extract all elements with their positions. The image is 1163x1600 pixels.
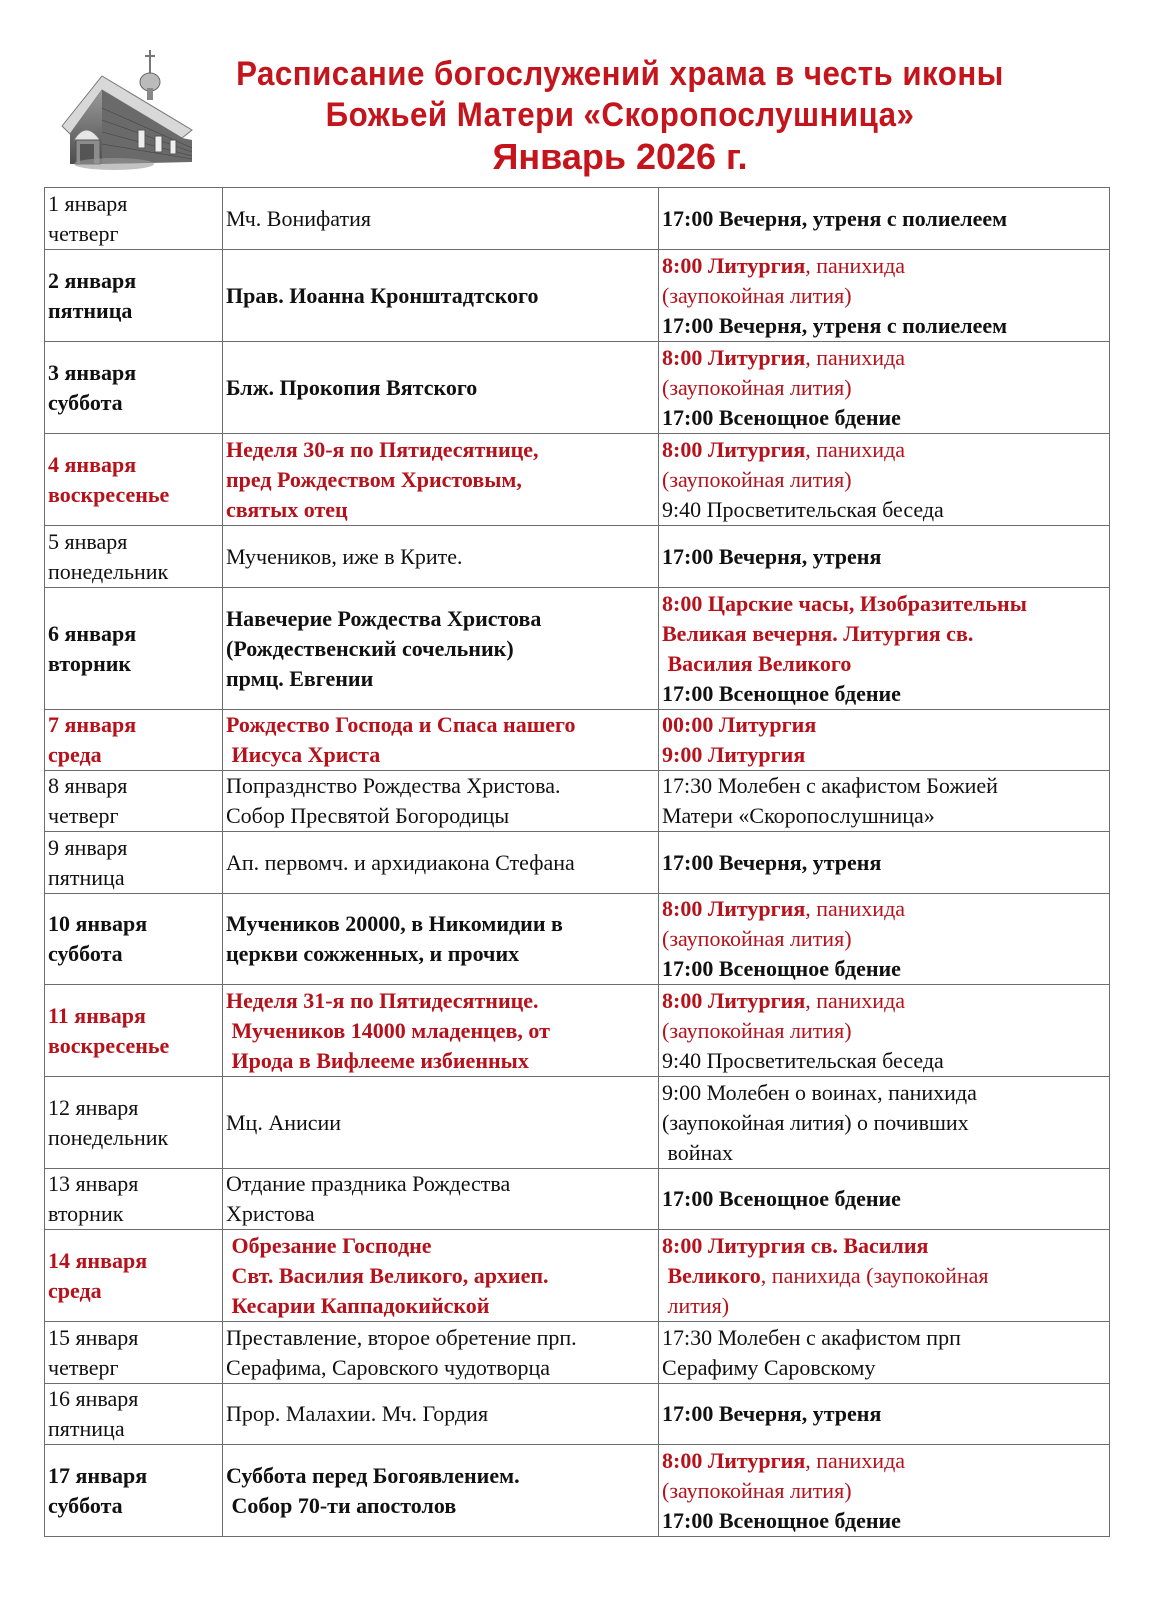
date-label: 13 января <box>48 1171 139 1196</box>
date-label: 14 января <box>48 1247 148 1273</box>
service-line <box>662 1046 1106 1076</box>
date-label: 15 января <box>48 1324 139 1350</box>
service-text: , панихида <box>805 987 906 1013</box>
feast-line: Кесарии Каппадокийской <box>226 1292 490 1318</box>
page-header <box>0 0 1163 187</box>
services-cell <box>659 250 1110 342</box>
service-line <box>662 1476 1106 1506</box>
service-line <box>662 204 1106 234</box>
feast-line: Мучеников 14000 младенцев, от <box>226 1017 550 1043</box>
service-text: , панихида <box>805 1447 906 1473</box>
services-cell <box>659 832 1110 894</box>
weekday-label: пятница <box>48 1416 125 1441</box>
feast-cell <box>223 710 659 771</box>
feast-line: Преставление, второе обретение прп. <box>226 1324 577 1350</box>
weekday-label: суббота <box>48 389 123 415</box>
service-line <box>662 954 1106 984</box>
feast-line: Собор 70-ти апостолов <box>226 1492 457 1518</box>
feast-line: Блж. Прокопия Вятского <box>226 374 478 400</box>
schedule-row <box>45 526 1110 588</box>
service-text: , панихида <box>805 252 906 278</box>
service-line <box>662 710 1106 740</box>
service-text: 17:00 Всенощное бдение <box>662 1507 901 1533</box>
feast-cell <box>223 1384 659 1445</box>
date-label: 11 января <box>48 1002 146 1028</box>
service-text: войнах <box>662 1139 734 1165</box>
weekday-label: суббота <box>48 941 123 966</box>
service-text: 9:40 Просветительская беседа <box>662 1047 944 1073</box>
date-cell <box>45 434 223 526</box>
feast-line: Навечерие Рождества Христова <box>226 605 542 631</box>
date-label: 8 января <box>48 773 128 798</box>
schedule-row <box>45 894 1110 985</box>
service-line <box>662 1323 1106 1353</box>
date-label: 12 января <box>48 1094 139 1120</box>
date-cell <box>45 588 223 710</box>
weekday-label: вторник <box>48 650 132 676</box>
feast-cell <box>223 250 659 342</box>
service-text: , панихида (заупокойная <box>760 1262 989 1288</box>
weekday-label: пятница <box>48 864 125 890</box>
schedule-row <box>45 832 1110 894</box>
feast-cell <box>223 985 659 1077</box>
service-text: (заупокойная лития) <box>662 282 852 308</box>
service-text: Великая вечерня. Литургия св. <box>662 620 974 646</box>
date-cell <box>45 250 223 342</box>
service-line <box>662 740 1106 770</box>
service-text: 17:00 Всенощное бдение <box>662 956 901 981</box>
service-text: 9:40 Просветительская беседа <box>662 496 944 522</box>
schedule-row <box>45 188 1110 250</box>
service-text: 8:00 Литургия <box>662 436 806 462</box>
feast-line: Иисуса Христа <box>226 742 381 767</box>
title-month: Январь 2026 г. <box>492 136 748 177</box>
services-cell <box>659 526 1110 588</box>
service-text: 8:00 Литургия <box>662 344 806 370</box>
service-text: 8:00 Литургия св. Василия <box>662 1232 929 1258</box>
feast-line: Ирода в Вифлееме избиенных <box>226 1047 529 1073</box>
date-label: 16 января <box>48 1386 139 1411</box>
service-line <box>662 589 1106 619</box>
service-line <box>662 1016 1106 1046</box>
service-text: 17:00 Всенощное бдение <box>662 404 901 430</box>
services-cell <box>659 771 1110 832</box>
weekday-label: понедельник <box>48 558 169 584</box>
feast-line: Неделя 30-я по Пятидесятнице, <box>226 436 539 462</box>
feast-line: пред Рождеством Христовым, <box>226 466 522 492</box>
weekday-label: среда <box>48 742 102 767</box>
weekday-label: пятница <box>48 297 133 323</box>
services-cell <box>659 1445 1110 1537</box>
title-line-2: Божьей Матери «Скоропослушница» <box>325 96 915 134</box>
date-cell <box>45 188 223 250</box>
feast-cell <box>223 526 659 588</box>
feast-line: Мц. Анисии <box>226 1109 342 1135</box>
service-line <box>662 619 1106 649</box>
feast-line: Попразднство Рождества Христова. <box>226 773 561 798</box>
weekday-label: четверг <box>48 1354 119 1380</box>
service-line <box>662 542 1106 572</box>
feast-line: Христова <box>226 1201 315 1226</box>
date-cell <box>45 894 223 985</box>
service-line <box>662 1184 1106 1214</box>
service-text: (заупокойная лития) <box>662 1017 852 1043</box>
feast-cell <box>223 1077 659 1169</box>
weekday-label: воскресенье <box>48 1032 170 1058</box>
service-line <box>662 403 1106 433</box>
service-text: , панихида <box>805 344 906 370</box>
service-text: 9:00 Литургия <box>662 742 806 767</box>
title-line-1: Расписание богослужений храма в честь иконы <box>236 55 1004 93</box>
service-text: 17:00 Вечерня, утреня с полиелеем <box>662 205 1008 231</box>
service-line <box>662 1291 1106 1321</box>
weekday-label: среда <box>48 1277 102 1303</box>
service-line <box>662 1446 1106 1476</box>
feast-line: Суббота перед Богоявлением. <box>226 1462 520 1488</box>
schedule-row <box>45 1322 1110 1384</box>
feast-line: Собор Пресвятой Богородицы <box>226 803 510 828</box>
feast-line: Отдание праздника Рождества <box>226 1171 511 1196</box>
service-text: лития) <box>662 1292 730 1318</box>
services-cell <box>659 894 1110 985</box>
schedule-row <box>45 771 1110 832</box>
feast-cell <box>223 1169 659 1230</box>
service-text: (заупокойная лития) <box>662 466 852 492</box>
service-line <box>662 679 1106 709</box>
service-text: Великого <box>662 1262 761 1288</box>
feast-cell <box>223 588 659 710</box>
services-cell <box>659 1384 1110 1445</box>
feast-line: Мч. Вонифатия <box>226 205 371 231</box>
service-text: 17:00 Вечерня, утреня <box>662 543 882 569</box>
service-line <box>662 1078 1106 1108</box>
schedule-row <box>45 1384 1110 1445</box>
date-label: 2 января <box>48 267 137 293</box>
date-label: 17 января <box>48 1462 148 1488</box>
schedule-table <box>44 187 1110 1537</box>
service-text: 17:00 Вечерня, утреня <box>662 1401 882 1426</box>
schedule-row <box>45 434 1110 526</box>
feast-line: церкви сожженных, и прочих <box>226 941 520 966</box>
date-cell <box>45 771 223 832</box>
feast-cell <box>223 434 659 526</box>
weekday-label: четверг <box>48 220 119 246</box>
feast-cell <box>223 771 659 832</box>
service-text: 8:00 Литургия <box>662 1447 806 1473</box>
feast-line: Рождество Господа и Спаса нашего <box>226 712 576 737</box>
date-label: 4 января <box>48 451 137 477</box>
services-cell <box>659 985 1110 1077</box>
services-cell <box>659 434 1110 526</box>
schedule-row <box>45 250 1110 342</box>
feast-cell <box>223 342 659 434</box>
service-text: 17:00 Вечерня, утреня <box>662 849 882 875</box>
service-line <box>662 1506 1106 1536</box>
weekday-label: четверг <box>48 803 119 828</box>
service-text: 17:00 Всенощное бдение <box>662 680 901 706</box>
weekday-label: понедельник <box>48 1124 169 1150</box>
date-cell <box>45 985 223 1077</box>
service-line <box>662 986 1106 1016</box>
schedule-row <box>45 342 1110 434</box>
services-cell <box>659 188 1110 250</box>
service-line <box>662 1353 1106 1383</box>
service-text: Серафиму Саровскому <box>662 1354 876 1380</box>
service-line <box>662 465 1106 495</box>
date-label: 5 января <box>48 528 128 554</box>
service-text: 17:00 Всенощное бдение <box>662 1186 901 1211</box>
date-label: 10 января <box>48 911 148 936</box>
service-line <box>662 924 1106 954</box>
weekday-label: суббота <box>48 1492 123 1518</box>
date-cell <box>45 710 223 771</box>
date-cell <box>45 1384 223 1445</box>
service-line <box>662 894 1106 924</box>
date-cell <box>45 832 223 894</box>
service-line <box>662 343 1106 373</box>
date-label: 9 января <box>48 834 128 860</box>
schedule-row <box>45 985 1110 1077</box>
feast-cell <box>223 188 659 250</box>
date-cell <box>45 342 223 434</box>
service-line <box>662 281 1106 311</box>
schedule-body <box>45 188 1110 1537</box>
feast-line: (Рождественский сочельник) <box>226 635 514 661</box>
date-cell <box>45 526 223 588</box>
service-line <box>662 1108 1106 1138</box>
service-line <box>662 848 1106 878</box>
service-line <box>662 495 1106 525</box>
service-text: Василия Великого <box>662 650 852 676</box>
weekday-label: воскресенье <box>48 481 170 507</box>
service-text: (заупокойная лития) <box>662 374 852 400</box>
schedule-row <box>45 710 1110 771</box>
service-line <box>662 1399 1106 1429</box>
service-line <box>662 801 1106 831</box>
feast-line: Мучеников 20000, в Никомидии в <box>226 911 563 936</box>
date-label: 7 января <box>48 712 137 737</box>
date-label: 1 января <box>48 190 128 216</box>
services-cell <box>659 1322 1110 1384</box>
service-text: 17:00 Вечерня, утреня с полиелеем <box>662 312 1008 338</box>
feast-cell <box>223 894 659 985</box>
service-text: , панихида <box>805 896 906 921</box>
feast-line: Прав. Иоанна Кронштадтского <box>226 282 539 308</box>
feast-cell <box>223 1230 659 1322</box>
service-line <box>662 373 1106 403</box>
service-text: , панихида <box>805 436 906 462</box>
service-text: 17:30 Молебен с акафистом Божией <box>662 773 998 798</box>
date-cell <box>45 1230 223 1322</box>
date-cell <box>45 1169 223 1230</box>
date-cell <box>45 1077 223 1169</box>
feast-cell <box>223 832 659 894</box>
service-line <box>662 1261 1106 1291</box>
services-cell <box>659 342 1110 434</box>
services-cell <box>659 1230 1110 1322</box>
page-title <box>150 54 1090 177</box>
feast-cell <box>223 1322 659 1384</box>
schedule-row <box>45 1169 1110 1230</box>
feast-line: Серафима, Саровского чудотворца <box>226 1354 551 1380</box>
service-text: 8:00 Царские часы, Изобразительны <box>662 590 1027 616</box>
service-text: 8:00 Литургия <box>662 252 806 278</box>
feast-line: Обрезание Господне <box>226 1232 432 1258</box>
schedule-row <box>45 1077 1110 1169</box>
service-text: 9:00 Молебен о воинах, панихида <box>662 1079 977 1105</box>
weekday-label: вторник <box>48 1201 124 1226</box>
feast-cell <box>223 1445 659 1537</box>
service-line <box>662 1138 1106 1168</box>
service-line <box>662 649 1106 679</box>
schedule-row <box>45 588 1110 710</box>
date-cell <box>45 1445 223 1537</box>
service-line <box>662 435 1106 465</box>
feast-line: прмц. Евгении <box>226 665 374 691</box>
schedule-row <box>45 1445 1110 1537</box>
date-cell <box>45 1322 223 1384</box>
service-text: (заупокойная лития) <box>662 1477 852 1503</box>
service-line <box>662 771 1106 801</box>
service-text: 8:00 Литургия <box>662 896 806 921</box>
feast-line: Свт. Василия Великого, архиеп. <box>226 1262 549 1288</box>
feast-line: Мучеников, иже в Крите. <box>226 543 463 569</box>
service-text: (заупокойная лития) о почивших <box>662 1109 969 1135</box>
services-cell <box>659 588 1110 710</box>
feast-line: Неделя 31-я по Пятидесятнице. <box>226 987 539 1013</box>
service-text: 00:00 Литургия <box>662 712 817 737</box>
services-cell <box>659 710 1110 771</box>
schedule-row <box>45 1230 1110 1322</box>
service-line <box>662 251 1106 281</box>
date-label: 6 января <box>48 620 137 646</box>
services-cell <box>659 1077 1110 1169</box>
service-text: 8:00 Литургия <box>662 987 806 1013</box>
service-text: Матери «Скоропослушница» <box>662 803 935 828</box>
service-line <box>662 311 1106 341</box>
service-text: (заупокойная лития) <box>662 926 852 951</box>
date-label: 3 января <box>48 359 137 385</box>
feast-line: святых отец <box>226 496 348 522</box>
feast-line: Прор. Малахии. Мч. Гордия <box>226 1401 489 1426</box>
service-text: 17:30 Молебен с акафистом прп <box>662 1324 961 1350</box>
services-cell <box>659 1169 1110 1230</box>
feast-line: Ап. первомч. и архидиакона Стефана <box>226 849 575 875</box>
service-line <box>662 1231 1106 1261</box>
